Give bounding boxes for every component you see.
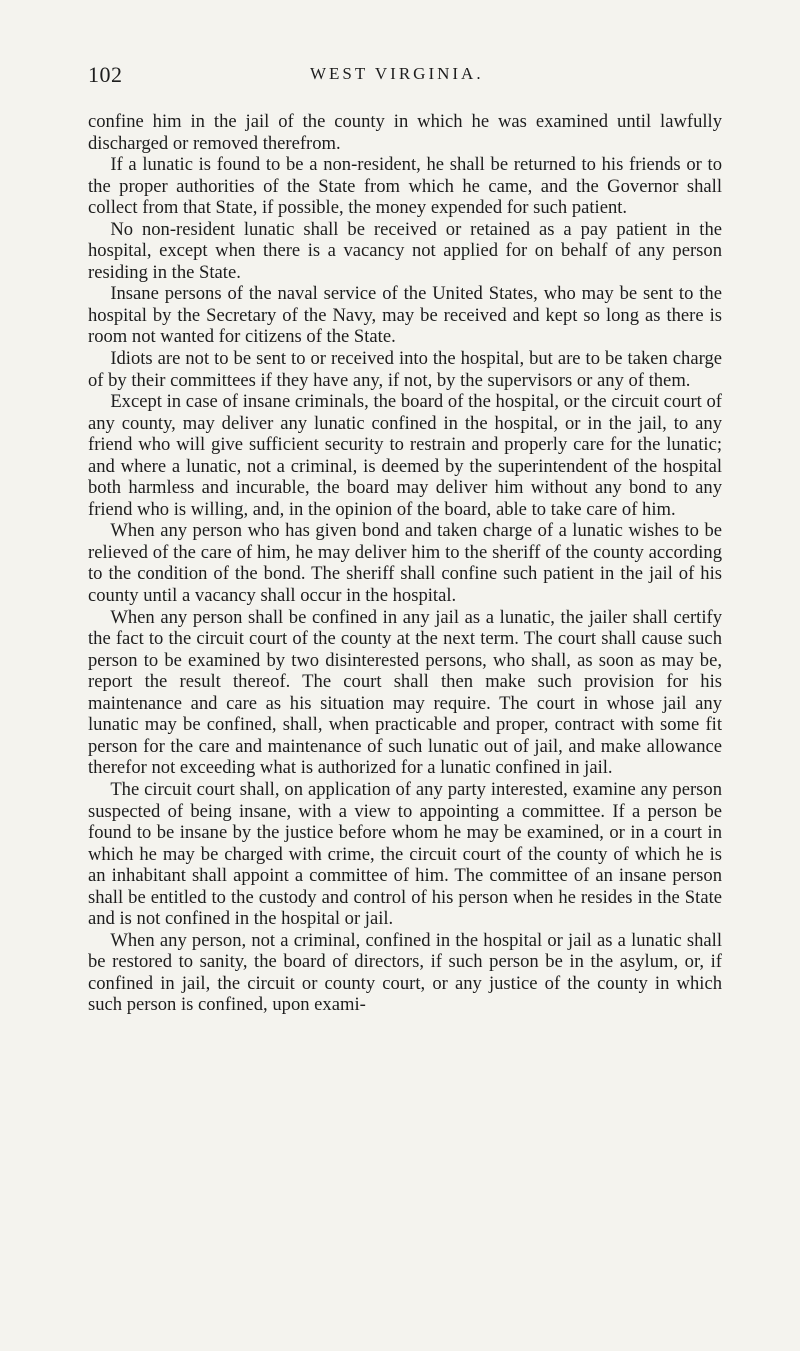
paragraph-jail-confinement: When any person shall be confined in any jail as a lunatic, the jailer shall certify the fact to the circuit court of the county at the next term. The court shall cause such person to be examined by two disinterested persons, who shall, as soon as may be, report the result thereof. The court shall then make such provision for his maintenance and care as his situation may require. The court in whose jail any lunatic may be confined, shall, when practicable and proper, contract with some fit person for the care and maintenance of such lunatic out of jail, and make allowance therefor not exceeding what is authorized for a lunatic confined in jail. <box>88 606 722 779</box>
paragraph-pay-patient: No non-resident lunatic shall be received or retained as a pay patient in the hospital, except when there is a vacancy not applied for on behalf of any person residing in the State. <box>88 218 722 283</box>
paragraph-committee: The circuit court shall, on application of any party interested, examine any person suspected of being insane, with a view to appointing a committee. If a person be found to be insane by the justice before whom he may be examined, or in a court in which he may be charged with crime, the circuit court of the county of which he is an inhabitant shall appoint a committee of him. The committee of an insane person shall be entitled to the custody and control of his person when he resides in the State and is not confined in the hospital or jail. <box>88 778 722 930</box>
paragraph-restored-to-sanity: When any person, not a criminal, confined in the hospital or jail as a lunatic shall be restored to sanity, the board of directors, if such person be in the asylum, or, if confined in jail, the circuit or county court, or any justice of the county in which such person is confined, upon exami- <box>88 929 722 1016</box>
paragraph-bond-relief: When any person who has given bond and taken charge of a lunatic wishes to be relieved of the care of him, he may deliver him to the sheriff of the county according to the condition of the bond. The sheriff shall confine such patient in the jail of his county until a vacancy shall occur in the hospital. <box>88 520 722 607</box>
running-head: WEST VIRGINIA. <box>310 64 484 83</box>
body-text <box>88 111 722 1016</box>
page-number: 102 <box>88 62 123 87</box>
paragraph-delivery-to-friend: Except in case of insane criminals, the board of the hospital, or the circuit court of any county, may deliver any lunatic confined in the hospital, or in the jail, to any friend who will give sufficient security to restrain and properly care for the lunatic; and where a lunatic, not a criminal, is deemed by the superintendent of the hospital both harmless and incurable, the board may deliver him without any bond to any friend who is willing, and, in the opinion of the board, able to take care of him. <box>88 391 722 520</box>
paragraph-naval-service: Insane persons of the naval service of the United States, who may be sent to the hospital by the Secretary of the Navy, may be received and kept so long as there is room not wanted for citizens of the State. <box>88 283 722 348</box>
paragraph-idiots: Idiots are not to be sent to or received into the hospital, but are to be taken charge of by their committees if they have any, if not, by the supervisors or any of them. <box>88 348 722 391</box>
paragraph-continued: confine him in the jail of the county in which he was examined until lawfully discharged or removed therefrom. <box>88 111 722 154</box>
paragraph-non-resident-lunatic: If a lunatic is found to be a non-resident, he shall be returned to his friends or to the proper authorities of the State from which he came, and the Governor shall collect from that State, if possible, the money expended for such patient. <box>88 154 722 219</box>
page-header <box>88 62 723 92</box>
